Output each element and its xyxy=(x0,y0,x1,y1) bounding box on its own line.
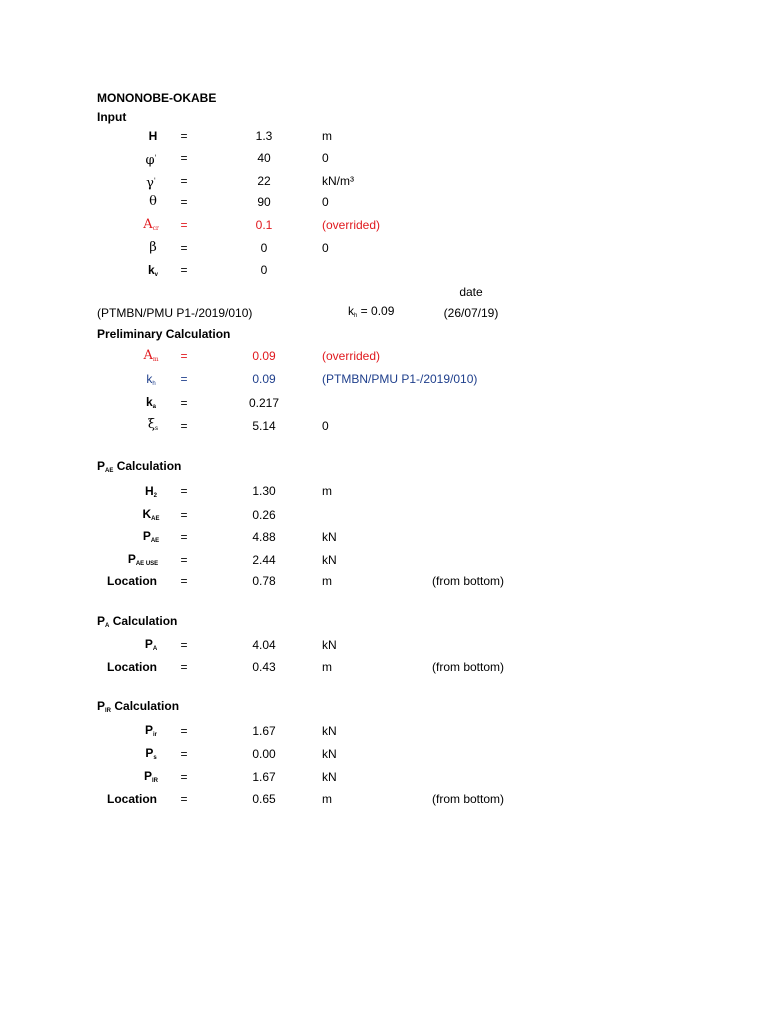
equals-sign: = xyxy=(180,553,188,567)
location-label: Location xyxy=(107,792,157,806)
equals-sign: = xyxy=(180,747,188,761)
equals-sign: = xyxy=(180,396,188,410)
equals-sign: = xyxy=(180,218,188,232)
var-Am-value: 0.09 xyxy=(252,349,276,363)
input-heading: Input xyxy=(97,110,127,124)
var-Ps-unit: kN xyxy=(322,747,337,761)
equals-sign: = xyxy=(180,195,188,209)
var-KAE-symbol: $K_{AE}$ xyxy=(142,507,160,522)
var-PA-value: 4.04 xyxy=(252,638,276,652)
var-gamma-symbol: γ' xyxy=(146,176,156,191)
pa-location-value: 0.43 xyxy=(252,660,276,674)
equals-sign: = xyxy=(180,792,188,806)
var-ka-symbol: $k_a$ xyxy=(145,395,157,410)
equals-sign: = xyxy=(180,508,188,522)
equals-sign: = xyxy=(180,129,188,143)
equals-sign: = xyxy=(180,174,188,188)
var-phi-value: 40 xyxy=(257,151,271,165)
pa-location-unit: m xyxy=(322,660,332,674)
var-H-unit: m xyxy=(322,129,332,143)
var-PAE-value: 4.88 xyxy=(252,530,276,544)
equals-sign: = xyxy=(180,419,188,433)
var-PIR-value: 1.67 xyxy=(252,770,276,784)
pae-location-note: (from bottom) xyxy=(432,574,505,588)
var-PAE-symbol: $P_{AE}$ xyxy=(142,529,160,544)
document-title: MONONOBE-OKABE xyxy=(97,91,217,105)
var-xi-symbol: $\xi_s$ xyxy=(147,417,159,432)
pae-heading: $P_{AE}$ Calculation xyxy=(97,459,182,474)
var-kh-value: 0.09 xyxy=(252,372,276,386)
location-label: Location xyxy=(107,660,157,674)
equals-sign: = xyxy=(180,660,188,674)
reference-doc: (PTMBN/PMU P1-/2019/010) xyxy=(97,306,253,320)
equals-sign: = xyxy=(180,151,188,165)
var-kh-reference: (PTMBN/PMU P1-/2019/010) xyxy=(322,372,478,386)
reference-kh: $k_h = 0.09$ xyxy=(348,304,395,319)
equals-sign: = xyxy=(180,638,188,652)
var-Ps-symbol: $P_s$ xyxy=(145,746,157,761)
var-kv-value: 0 xyxy=(260,263,268,277)
var-H-symbol: H xyxy=(148,129,158,143)
pir-location-value: 0.65 xyxy=(252,792,276,806)
location-label: Location xyxy=(107,574,157,588)
var-PIR-unit: kN xyxy=(322,770,337,784)
var-Pir-symbol: $P_{ir}$ xyxy=(144,723,158,738)
var-KAE-value: 0.26 xyxy=(252,508,276,522)
var-gamma-unit: kN/m³ xyxy=(322,174,354,188)
pae-location-unit: m xyxy=(322,574,332,588)
var-PAE-unit: kN xyxy=(322,530,337,544)
var-Acr-note: (overrided) xyxy=(322,218,381,232)
reference-date: (26/07/19) xyxy=(443,306,499,320)
var-beta-unit: 0 xyxy=(322,241,329,255)
var-beta-value: 0 xyxy=(260,241,268,255)
var-phi-symbol: φ' xyxy=(145,153,157,168)
equals-sign: = xyxy=(180,770,188,784)
equals-sign: = xyxy=(180,574,188,588)
var-Am-note: (overrided) xyxy=(322,349,381,363)
var-phi-unit: 0 xyxy=(322,151,329,165)
var-PAEUSE-unit: kN xyxy=(322,553,337,567)
pir-location-note: (from bottom) xyxy=(432,792,505,806)
var-PIR-symbol: $P_{IR}$ xyxy=(143,769,159,784)
equals-sign: = xyxy=(180,241,188,255)
equals-sign: = xyxy=(180,349,188,363)
var-Am-symbol: $A_m$ xyxy=(143,348,159,363)
equals-sign: = xyxy=(180,263,188,277)
var-H-value: 1.3 xyxy=(255,129,273,143)
var-theta-value: 90 xyxy=(257,195,271,209)
var-kv-symbol: $k_v$ xyxy=(147,263,159,278)
pa-heading: $P_A$ Calculation xyxy=(97,614,178,629)
var-Acr-symbol: $A_{cr}$ xyxy=(143,217,159,232)
pae-location-value: 0.78 xyxy=(252,574,276,588)
var-kh-symbol: $k_h$ xyxy=(146,372,156,387)
equals-sign: = xyxy=(180,484,188,498)
var-PA-symbol: $P_A$ xyxy=(144,637,158,652)
var-PA-unit: kN xyxy=(322,638,337,652)
pir-heading: $P_{IR}$ Calculation xyxy=(97,699,180,714)
pir-location-unit: m xyxy=(322,792,332,806)
var-Pir-unit: kN xyxy=(322,724,337,738)
equals-sign: = xyxy=(180,372,188,386)
var-H2-symbol: $H_2$ xyxy=(144,484,158,499)
var-beta-symbol: β xyxy=(149,240,157,255)
var-theta-unit: 0 xyxy=(322,195,329,209)
var-Acr-value: 0.1 xyxy=(255,218,273,232)
var-H2-unit: m xyxy=(322,484,332,498)
var-ka-value: 0.217 xyxy=(248,396,280,410)
preliminary-heading: Preliminary Calculation xyxy=(97,327,231,341)
var-xi-unit: 0 xyxy=(322,419,329,433)
var-theta-symbol: θ xyxy=(149,194,157,209)
var-gamma-value: 22 xyxy=(257,174,271,188)
equals-sign: = xyxy=(180,724,188,738)
var-xi-value: 5.14 xyxy=(252,419,276,433)
pa-location-note: (from bottom) xyxy=(432,660,505,674)
equals-sign: = xyxy=(180,530,188,544)
var-Ps-value: 0.00 xyxy=(252,747,276,761)
var-H2-value: 1.30 xyxy=(252,484,276,498)
date-label: date xyxy=(459,285,483,299)
var-PAEUSE-symbol: $P_{AE USE}$ xyxy=(127,552,159,567)
var-Pir-value: 1.67 xyxy=(252,724,276,738)
var-PAEUSE-value: 2.44 xyxy=(252,553,276,567)
